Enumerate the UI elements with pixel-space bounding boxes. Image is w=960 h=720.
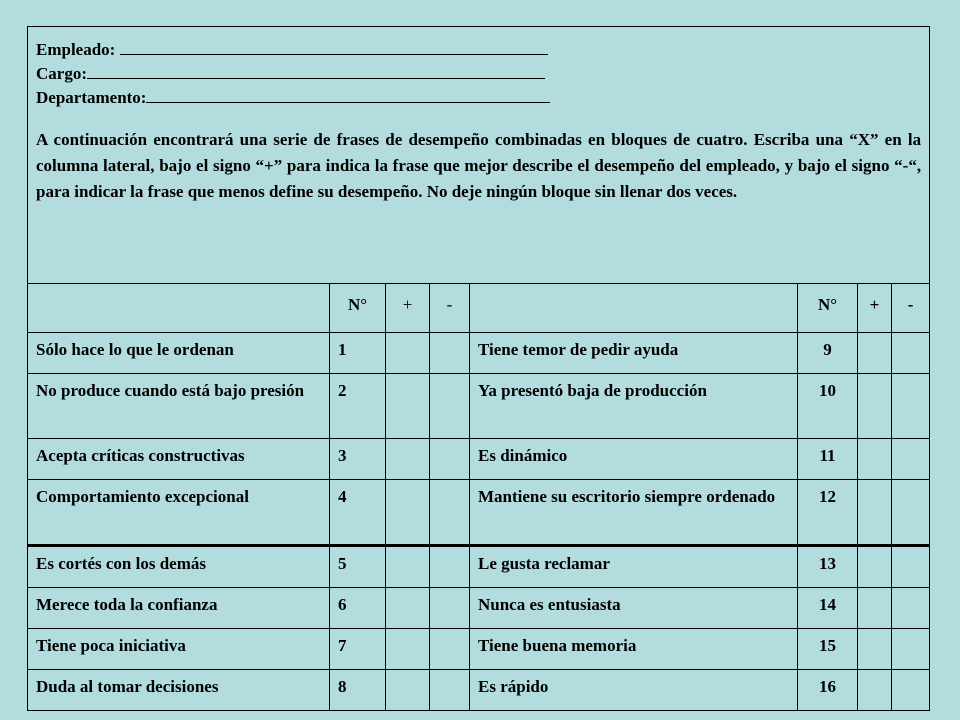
- phrase-left: Acepta críticas constructivas: [28, 439, 330, 480]
- plus-mark-cell[interactable]: [386, 629, 430, 670]
- minus-mark-cell[interactable]: [430, 333, 470, 374]
- header-minus-left: -: [430, 284, 470, 333]
- plus-mark-cell[interactable]: [858, 333, 892, 374]
- phrase-left: Tiene poca iniciativa: [28, 629, 330, 670]
- phrase-left: Duda al tomar decisiones: [28, 670, 330, 711]
- form-table: [27, 26, 930, 711]
- minus-mark-cell[interactable]: [892, 333, 930, 374]
- plus-mark-cell[interactable]: [386, 480, 430, 546]
- phrase-number: 3: [330, 439, 386, 480]
- table-row: [28, 439, 930, 480]
- phrase-right: Le gusta reclamar: [470, 546, 798, 588]
- minus-mark-cell[interactable]: [892, 588, 930, 629]
- plus-mark-cell[interactable]: [386, 333, 430, 374]
- phrase-right: Mantiene su escritorio siempre ordenado: [470, 480, 798, 546]
- minus-mark-cell[interactable]: [430, 588, 470, 629]
- plus-mark-cell[interactable]: [386, 546, 430, 588]
- header-num-right: N°: [798, 284, 858, 333]
- table-row: [28, 374, 930, 439]
- plus-mark-cell[interactable]: [858, 439, 892, 480]
- header-blank-right: [470, 284, 798, 333]
- phrase-left: Es cortés con los demás: [28, 546, 330, 588]
- minus-mark-cell[interactable]: [892, 480, 930, 546]
- employee-label: Empleado:: [36, 40, 116, 59]
- phrase-number: 5: [330, 546, 386, 588]
- phrase-number: 4: [330, 480, 386, 546]
- phrase-right: Tiene temor de pedir ayuda: [470, 333, 798, 374]
- plus-mark-cell[interactable]: [386, 374, 430, 439]
- minus-mark-cell[interactable]: [892, 439, 930, 480]
- phrase-right: Es dinámico: [470, 439, 798, 480]
- minus-mark-cell[interactable]: [430, 670, 470, 711]
- phrase-number: 9: [798, 333, 858, 374]
- header-blank-left: [28, 284, 330, 333]
- department-line: [36, 85, 921, 109]
- table-row: [28, 480, 930, 546]
- minus-mark-cell[interactable]: [892, 374, 930, 439]
- table-row: [28, 670, 930, 711]
- header-plus-left: +: [386, 284, 430, 333]
- phrase-number: 8: [330, 670, 386, 711]
- table-row: [28, 629, 930, 670]
- minus-mark-cell[interactable]: [430, 629, 470, 670]
- phrase-left: No produce cuando está bajo presión: [28, 374, 330, 439]
- plus-mark-cell[interactable]: [858, 546, 892, 588]
- header-num-left: N°: [330, 284, 386, 333]
- table-row: [28, 333, 930, 374]
- phrase-left: Merece toda la confianza: [28, 588, 330, 629]
- position-line: [36, 61, 921, 85]
- plus-mark-cell[interactable]: [858, 480, 892, 546]
- employee-field[interactable]: [120, 37, 548, 55]
- phrase-number: 6: [330, 588, 386, 629]
- minus-mark-cell[interactable]: [892, 629, 930, 670]
- minus-mark-cell[interactable]: [430, 374, 470, 439]
- phrase-number: 13: [798, 546, 858, 588]
- phrase-number: 11: [798, 439, 858, 480]
- position-field[interactable]: [87, 61, 545, 79]
- form-header: [28, 27, 930, 284]
- phrase-number: 15: [798, 629, 858, 670]
- position-label: Cargo:: [36, 64, 87, 83]
- phrase-right: Ya presentó baja de producción: [470, 374, 798, 439]
- employee-line: [36, 37, 921, 61]
- phrase-number: 16: [798, 670, 858, 711]
- plus-mark-cell[interactable]: [858, 588, 892, 629]
- minus-mark-cell[interactable]: [430, 546, 470, 588]
- plus-mark-cell[interactable]: [386, 670, 430, 711]
- instructions-text: A continuación encontrará una serie de frases de desempeño combinadas en bloques de cuatro. Escriba una “X” en la columna lateral, bajo el signo “+” para indica la frase que mejor describe el desempeño del empleado, y bajo el signo “-“, para indicar la frase que menos define su desempeño. No deje ningún bloque sin llenar dos veces.: [36, 130, 922, 201]
- minus-mark-cell[interactable]: [430, 480, 470, 546]
- phrase-left: Sólo hace lo que le ordenan: [28, 333, 330, 374]
- phrase-number: 14: [798, 588, 858, 629]
- phrase-number: 10: [798, 374, 858, 439]
- table-row: [28, 588, 930, 629]
- phrase-number: 12: [798, 480, 858, 546]
- phrase-left: Comportamiento excepcional: [28, 480, 330, 546]
- plus-mark-cell[interactable]: [858, 670, 892, 711]
- department-field[interactable]: [146, 85, 550, 103]
- phrase-right: Nunca es entusiasta: [470, 588, 798, 629]
- minus-mark-cell[interactable]: [892, 546, 930, 588]
- plus-mark-cell[interactable]: [386, 439, 430, 480]
- evaluation-form: [27, 26, 929, 694]
- plus-mark-cell[interactable]: [386, 588, 430, 629]
- plus-mark-cell[interactable]: [858, 629, 892, 670]
- phrase-number: 7: [330, 629, 386, 670]
- header-plus-right: +: [858, 284, 892, 333]
- phrase-number: 1: [330, 333, 386, 374]
- plus-mark-cell[interactable]: [858, 374, 892, 439]
- minus-mark-cell[interactable]: [430, 439, 470, 480]
- minus-mark-cell[interactable]: [892, 670, 930, 711]
- phrase-right: Es rápido: [470, 670, 798, 711]
- department-label: Departamento:: [36, 88, 147, 107]
- table-row: [28, 546, 930, 588]
- phrase-number: 2: [330, 374, 386, 439]
- phrase-right: Tiene buena memoria: [470, 629, 798, 670]
- header-minus-right: -: [892, 284, 930, 333]
